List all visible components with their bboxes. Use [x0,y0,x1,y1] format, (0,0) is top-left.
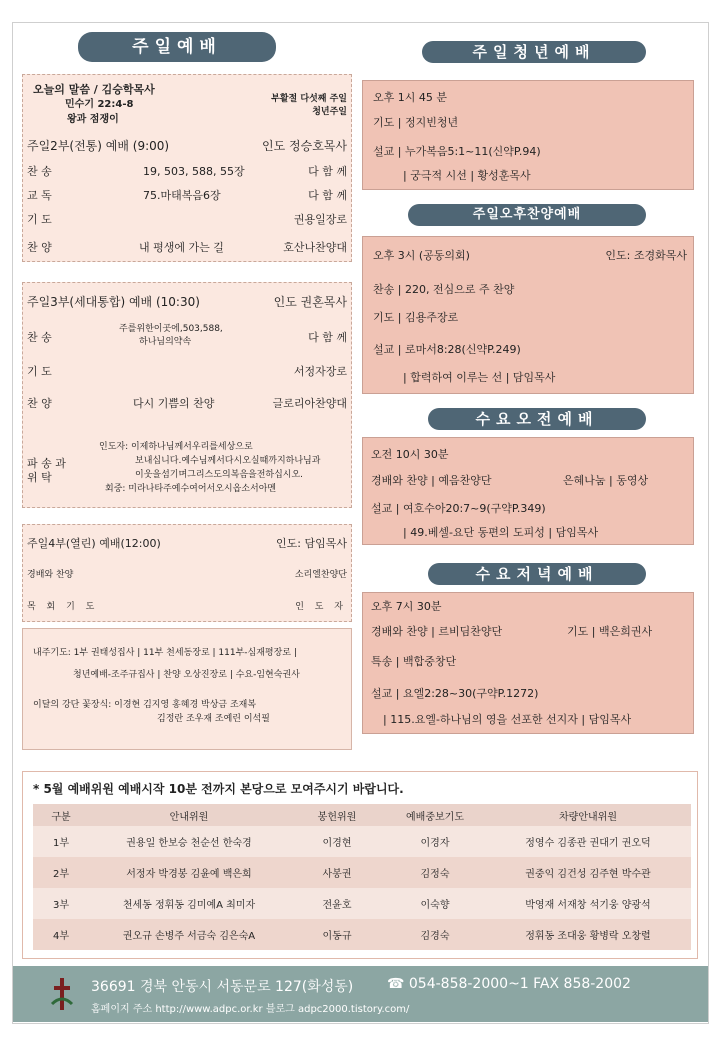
wed-am-line1: 경배와 찬양 | 예음찬양단 [371,474,492,487]
table-header: 안내위원 [169,811,209,823]
s3-row-r: 다 함 께 [308,331,347,344]
s3-row-v1: 주를위한이곳에,503,588, [119,324,223,334]
table-cell: 2부 [52,869,70,880]
s4-row-k: 경배와 찬양 [27,570,74,580]
s2-row-r: 다 함 께 [308,189,347,202]
s2-row-k: 기 도 [27,213,52,226]
table-cell: 전윤호 [322,900,352,911]
s4-row-k: 목 회 기 도 [27,602,99,612]
wed-pm-sermon: 설교 | 요엘2:28~30(구약P.1272) [371,687,539,700]
table-row [33,888,691,919]
praise-sermon: 설교 | 로마서8:28(신약P.249) [373,343,521,356]
committee-title: * 5월 예배위원 예배시작 10분 전까지 본당으로 모여주시기 바랍니다. [33,782,404,796]
table-cell: 1부 [52,838,70,849]
sending-line: 이웃을섬기며그리스도의복음을전하십시오. [135,470,304,480]
notes-line: 김정란 조우재 조예린 이석필 [157,714,270,724]
s2-row-v: 내 평생에 가는 길 [139,241,224,254]
s4-box [22,524,352,622]
s2-row-r: 호산나찬양대 [283,241,347,254]
table-cell: 이경현 [322,838,352,849]
s2-row-v: 75.마태복음6장 [143,189,221,202]
youth-prayer: 기도 | 정지빈청년 [373,116,459,129]
s3-row-k: 기 도 [27,365,52,378]
s2-row-v: 19, 503, 588, 55장 [143,165,245,178]
table-row [33,919,691,950]
praise-box [362,236,694,394]
sunday-worship-header: 주일예배 [78,32,276,62]
table-row [33,857,691,888]
s4-row-r: 소리엘찬양단 [294,570,347,580]
table-cell: 권중익 김건성 김주현 박수관 [525,869,651,880]
praise-prayer: 기도 | 김용주장로 [373,311,459,324]
sending-line: 회중: 미라나타주예수여어서오시옵소서아멘 [105,484,277,494]
committee-box [22,771,698,959]
s3-row-r: 서정자장로 [293,365,347,378]
table-cell: 서정자 박경봉 김윤예 백은희 [126,869,252,880]
s3-row-v2: 하나님의약속 [139,337,192,347]
table-header: 예배중보기도 [406,811,464,823]
s2-row-r: 권용일장로 [293,213,347,226]
wed-pm-box [362,592,694,734]
table-cell: 이동규 [322,931,352,942]
table-cell: 정휘동 조대웅 황병락 오창렬 [525,931,651,942]
notes-line: 이달의 강단 꽃장식: 이경현 김지영 홍혜경 박상금 조재복 [33,700,257,710]
table-row [33,826,691,857]
wed-am-box [362,437,694,545]
notes-box [22,628,352,750]
sermon-sermon-title: 왕과 점쟁이 [67,114,119,125]
table-cell: 김경숙 [420,931,450,942]
footer [13,966,708,1022]
s3-box [22,282,352,508]
notes-line: 내주기도: 1부 권태성집사 | 11부 천세동장로 | 111부-심재평장로 | [33,648,297,658]
table-cell: 사봉권 [322,869,352,880]
footer-address: 36691 경북 안동시 서동문로 127(화성동) [91,979,354,995]
wed-am-sermon2: | 49.베셀-요단 동편의 도피성 | 담임목사 [403,526,599,539]
s2-row-k: 찬 송 [27,165,52,178]
youth-header: 주일청년예배 [422,41,646,63]
table-cell: 이숙향 [420,900,450,911]
table-header: 봉헌위원 [317,811,357,823]
table-cell: 4부 [52,931,70,942]
season-sub: 청년주일 [312,107,347,117]
youth-sermon: 설교 | 누가복음5:1~11(신약P.94) [373,145,541,158]
table-cell: 정영수 김종관 권대기 권오덕 [525,838,651,849]
wed-pm-line1b: 기도 | 백은희권사 [567,625,653,638]
table-cell: 박영재 서재창 석기웅 양광석 [525,900,651,911]
s2-title: 주일2부(전통) 예배 (9:00) [27,139,170,153]
wed-am-sermon: 설교 | 여호수아20:7~9(구약P.349) [371,502,546,515]
wed-pm-special: 특송 | 백합중창단 [371,655,457,668]
table-cell: 권용일 한보승 천순선 한숙경 [126,838,252,849]
s2-row-k: 찬 양 [27,241,52,254]
s3-row-k: 찬 송 [27,331,52,344]
table-cell: 천세동 정휘동 김미예A 최미자 [122,900,256,911]
s3-leader: 인도 권혼목사 [273,295,347,309]
wed-pm-line1: 경배와 찬양 | 르비딤찬양단 [371,625,503,638]
s2-row-k: 교 독 [27,189,52,202]
table-cell: 이경자 [420,838,450,849]
table-cell: 김정숙 [420,869,450,880]
youth-time: 오후 1시 45 분 [373,91,447,104]
s4-leader: 인도: 담임목사 [276,537,347,550]
youth-sermon2: | 궁극적 시선 | 황성훈목사 [403,169,531,182]
s2-row-r: 다 함 께 [308,165,347,178]
sending-k1: 파 송 과 [27,457,66,470]
notes-line: 청년예배-조주규집사 | 찬양 오상진장로 | 수요-임현숙권사 [73,670,300,680]
table-header: 차량안내위원 [559,811,617,823]
wed-pm-header: 수요저녁예배 [428,563,646,585]
s3-title: 주일3부(세대통합) 예배 (10:30) [27,295,200,309]
committee-table [33,804,691,950]
wed-am-line1b: 은혜나눔 | 동영상 [563,474,649,487]
wed-pm-sermon2: | 115.요엘-하나님의 영을 선포한 선지자 | 담임목사 [383,713,632,726]
praise-time: 오후 3시 (공동의회) [373,249,470,262]
s3-row-v1: 다시 기쁨의 찬양 [133,397,215,410]
youth-box [362,80,694,190]
wed-am-time: 오전 10시 30분 [371,448,449,461]
wed-am-header: 수요오전예배 [428,408,646,430]
praise-leader: 인도: 조경화목사 [605,249,687,262]
s2-leader: 인도 정승호목사 [262,139,347,153]
sending-k2: 위 탁 [27,471,52,484]
praise-sermon2: | 합력하여 이루는 선 | 담임목사 [403,371,556,384]
footer-phone: ☎ 054-858-2000~1 FAX 858-2002 [387,976,631,992]
table-header: 구분 [51,811,71,823]
sermon-title: 오늘의 말씀 / 김승학목사 [33,83,155,96]
table-cell: 권오규 손병주 서금숙 김은숙A [122,931,256,942]
sending-line: 인도자: 이제하나님께서우리를세상으로 [99,442,253,452]
s4-row-r: 인 도 자 [295,602,347,612]
table-cell: 3부 [52,900,70,911]
sermon-box [22,74,352,262]
sending-line: 보내십니다.예수님께서다시오실때까지하나님과 [135,456,321,466]
s3-row-r: 글로리아찬양대 [272,397,347,410]
s4-title: 주일4부(열린) 예배(12:00) [27,537,161,550]
praise-header: 주일오후찬양예배 [408,204,646,226]
footer-web: 홈페이지 주소 http://www.adpc.or.kr 블로그 adpc2000.tistory.com/ [91,1004,410,1015]
table-header-row [33,804,691,826]
wed-pm-time: 오후 7시 30분 [371,600,442,613]
sermon-scripture: 민수기 22:4-8 [65,99,134,110]
s3-row-k: 찬 양 [27,397,52,410]
praise-hymn: 찬송 | 220, 전심으로 주 찬양 [373,283,515,296]
season-label: 부활절 다섯째 주일 [271,94,347,104]
church-logo-icon [49,976,75,1012]
